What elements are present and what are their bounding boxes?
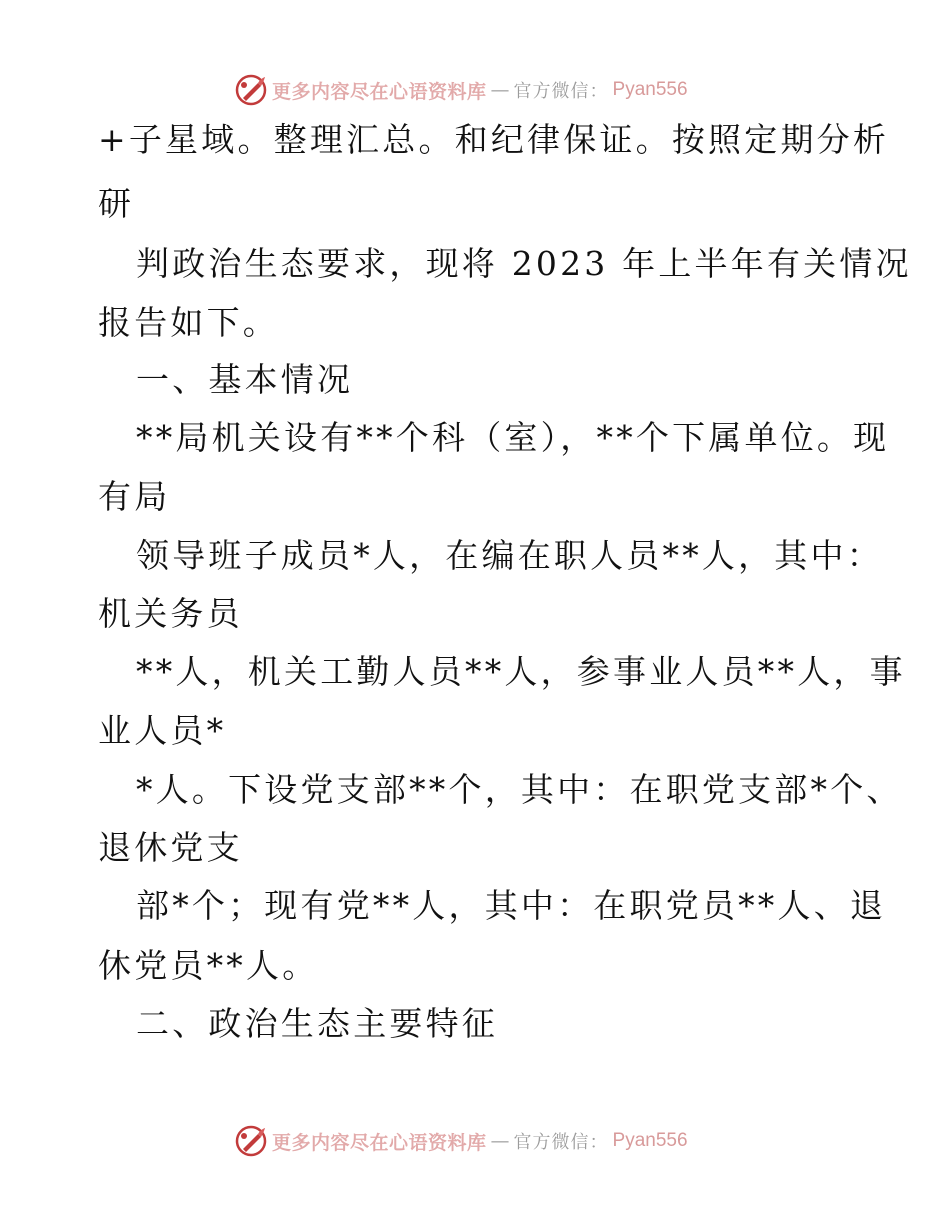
quill-pen-logo-icon [234,1124,268,1158]
watermark-wechat-label: 官方微信： [513,1132,609,1153]
text-line: *人。下设党支部**个，其中：在职党支部*个、 [136,770,903,809]
text-line: 研 [98,184,135,223]
text-line: **局机关设有**个科（室），**个下属单位。现 [136,418,890,457]
watermark-text: 更多内容尽在心语资料库 [272,80,487,103]
section-heading: 二、政治生态主要特征 [136,1004,498,1043]
header-watermark [234,72,688,108]
watermark-dash: — [490,1130,510,1152]
text-line: **人，机关工勤人员**人，参事业人员**人，事 [136,652,906,691]
text-line: 领导班子成员*人，在编在职人员**人，其中： [136,536,883,575]
text-line: 判政治生态要求，现将 2023 年上半年有关情况 [136,244,912,283]
watermark-wechat-id: Pyan556 [612,1130,688,1151]
text-line: 业人员* [98,711,227,750]
footer-watermark [234,1123,688,1159]
watermark-wechat-id: Pyan556 [612,79,688,100]
watermark-text: 更多内容尽在心语资料库 [272,1131,487,1154]
text-line: 退休党支 [98,828,243,867]
watermark-dash: — [490,79,510,101]
text-line: 部*个；现有党**人，其中：在职党员**人、退 [136,886,887,925]
text-line: 机关务员 [98,594,243,633]
watermark-wechat-label: 官方微信： [513,81,609,102]
text-line: 有局 [98,477,171,516]
section-heading: 一、基本情况 [136,360,354,399]
text-line: 报告如下。 [98,303,279,342]
text-line: +子星域。整理汇总。和纪律保证。按照定期分析 [98,120,890,159]
text-line: 休党员**人。 [98,946,319,985]
quill-pen-logo-icon [234,73,268,107]
